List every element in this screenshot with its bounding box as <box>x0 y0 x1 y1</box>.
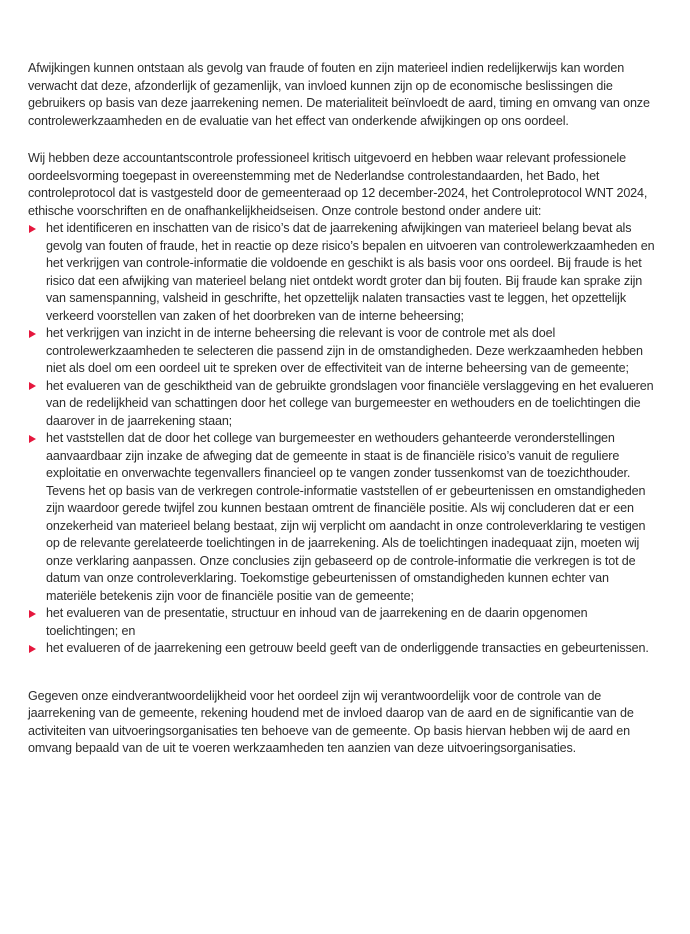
triangle-bullet-icon <box>29 330 36 338</box>
list-item-text: het identificeren en inschatten van de risico’s dat de jaarrekening afwijkingen van materieel belang bevat als gevolg van fouten of fraude, het in reactie op deze risico’s bepalen en uitvoeren van controlewerkzaamheden en het verkrijgen van controle-informatie die voldoende en geschikt is als basis voor ons oordeel. Bij fraude is het risico dat een afwijking van materieel belang niet ontdekt wordt groter dan bij fouten. Bij fraude kan sprake zijn van samenspanning, valsheid in geschrifte, het opzettelijk nalaten transacties vast te leggen, het opzettelijk verkeerd voorstellen van zaken of het doorbreken van de interne beheersing; <box>46 221 655 323</box>
list-item-true-fair-view <box>28 640 660 658</box>
list-item-text: het vaststellen dat de door het college van burgemeester en wethouders gehanteerde veronderstellingen aanvaardbaar zijn inzake de afweging dat de gemeente in staat is de financiële risico’s vanuit de reguliere exploitatie en onverwachte tegenvallers financieel op te vangen zonder tussenkomst van de toezichthouder. Tevens het op basis van de verkregen controle-informatie vaststellen of er gebeurtenissen en omstandigheden zijn waardoor gerede twijfel zou kunnen bestaan omtrent de financiële positie. Als wij concluderen dat er een onzekerheid van materieel belang bestaat, zijn wij verplicht om aandacht in onze controleverklaring te vestigen op de relevante gerelateerde toelichtingen in de jaarrekening. Als de toelichtingen inadequaat zijn, moeten wij onze verklaring aanpassen. Onze conclusies zijn gebaseerd op de controle-informatie die verkregen is tot de datum van onze controleverklaring. Toekomstige gebeurtenissen of omstandigheden kunnen echter van materiële betekenis zijn voor de financiële positie van de gemeente; <box>46 431 646 603</box>
list-item-presentation <box>28 605 660 640</box>
list-item-text: het evalueren of de jaarrekening een getrouw beeld geeft van de onderliggende transacties en gebeurtenissen. <box>46 641 649 655</box>
paragraph-materiality: Afwijkingen kunnen ontstaan als gevolg van fraude of fouten en zijn materieel indien redelijkerwijs kan worden verwacht dat deze, afzonderlijk of gezamenlijk, van invloed kunnen zijn op de economische beslissingen die gebruikers op basis van deze jaarrekening nemen. De materialiteit beïnvloedt de aard, timing en omvang van onze controlewerkzaamheden en de evaluatie van het effect van onderkende afwijkingen op ons oordeel. <box>28 61 650 128</box>
list-item-text: het evalueren van de geschiktheid van de gebruikte grondslagen voor financiële verslaggeving en het evalueren van de redelijkheid van schattingen door het college van burgemeester en wethouders en de toelichtingen die daarover in de jaarrekening staan; <box>46 378 654 428</box>
list-item-accounting-policies <box>28 378 660 431</box>
list-item-text: het verkrijgen van inzicht in de interne beheersing die relevant is voor de controle met als doel controlewerkzaamheden te selecteren die passend zijn in de omstandigheden. Deze werkzaamheden hebben niet als doel om een oordeel uit te spreken over de effectiviteit van de interne beheersing van de gemeente; <box>46 326 643 375</box>
paragraph-responsibility: Gegeven onze eindverantwoordelijkheid voor het oordeel zijn wij verantwoordelijk voor de controle van de jaarrekening van de gemeente, rekening houdend met de invloed daarop van de aard en de significantie van de activiteiten van uitvoeringsorganisaties ten behoeve van de gemeente. Op basis hiervan hebben wij de aard en omvang bepaald van de uit te voeren werkzaamheden ten aanzien van deze uitvoeringsorganisaties. <box>28 688 634 755</box>
list-item-going-concern <box>28 430 660 605</box>
triangle-bullet-icon <box>29 610 36 618</box>
triangle-bullet-icon <box>29 645 36 653</box>
list-item-identify-risks <box>28 220 660 325</box>
list-item-text: het evalueren van de presentatie, structuur en inhoud van de jaarrekening en de daarin opgenomen toelichtingen; en <box>46 606 588 638</box>
triangle-bullet-icon <box>29 435 36 443</box>
audit-procedures-list <box>28 220 660 658</box>
paragraph-audit-approach: Wij hebben deze accountantscontrole professioneel kritisch uitgevoerd en hebben waar relevant professionele oordeelsvorming toegepast in overeenstemming met de Nederlandse controlestandaarden, het Bado, het controleprotocol dat is vastgesteld door de gemeenteraad op 12 december-2024, het Controleprotocol WNT 2024, ethische voorschriften en de onafhankelijkheidseisen. Onze controle bestond onder andere uit: <box>28 151 648 218</box>
list-item-internal-control <box>28 325 660 378</box>
triangle-bullet-icon <box>29 382 36 390</box>
triangle-bullet-icon <box>29 225 36 233</box>
